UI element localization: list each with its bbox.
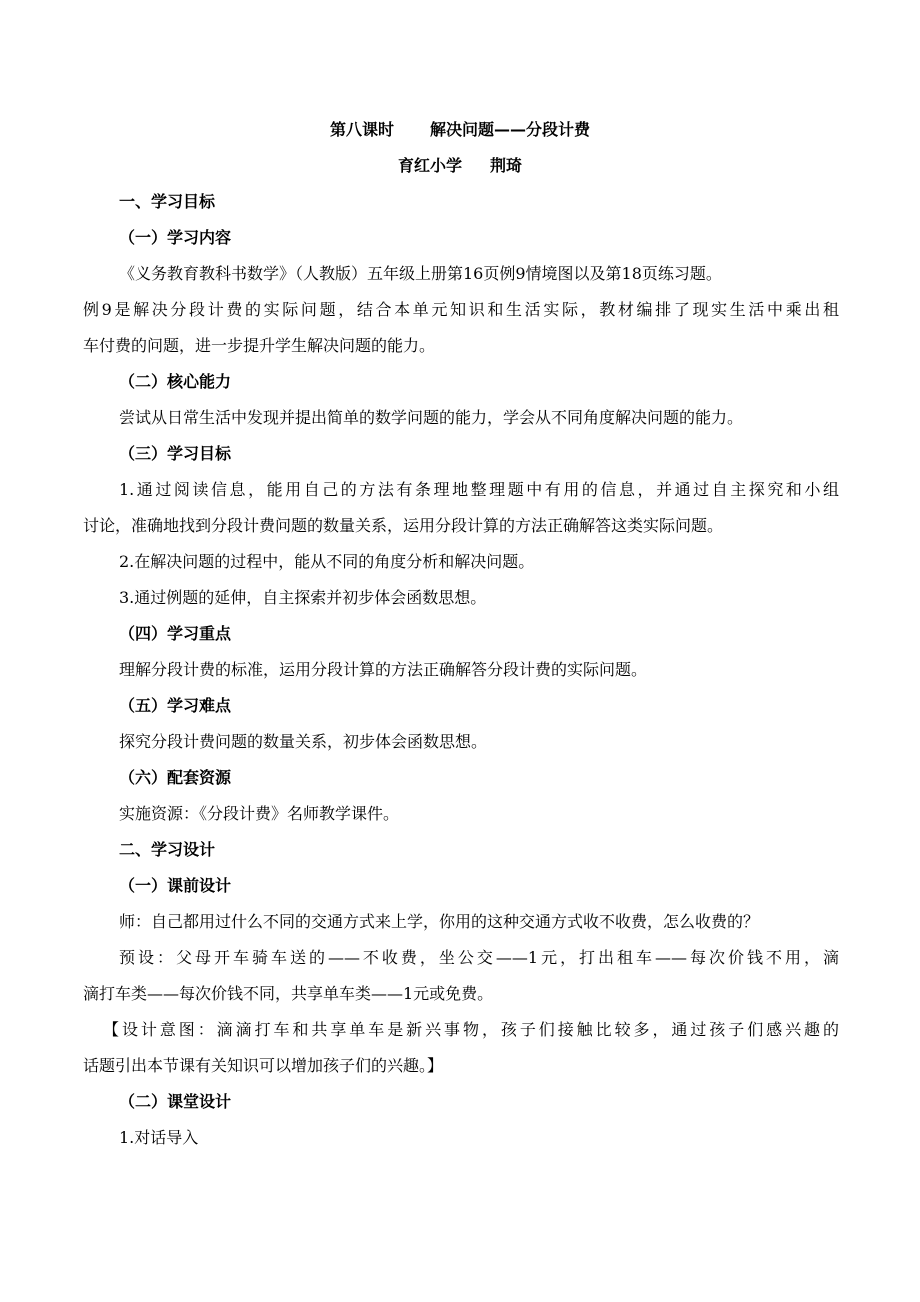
paragraph-content-line-1: 《义务教育教科书数学》（人教版）五年级上册第16页例9情境图以及第18页练习题。 — [119, 264, 722, 283]
lesson-topic: 解决问题——分段计费 — [430, 120, 591, 139]
paragraph-difficulties-line-1: 探究分段计费问题的数量关系，初步体会函数思想。 — [119, 732, 488, 751]
paragraph-objectives-line-3: 2.在解决问题的过程中，能从不同的角度分析和解决问题。 — [119, 552, 535, 571]
author-school: 育红小学 — [397, 156, 462, 175]
paragraph-objectives-line-2: 讨论，准确地找到分段计费问题的数量关系，运用分段计算的方法正确解答这类实际问题。 — [83, 516, 724, 535]
subsection-heading-content: （一）学习内容 — [119, 228, 232, 247]
subsection-heading-key-points: （四）学习重点 — [119, 624, 232, 643]
subsection-heading-difficulties: （五）学习难点 — [119, 696, 232, 715]
section-heading-2: 二、学习设计 — [119, 840, 216, 859]
paragraph-classroom-line-1: 1.对话导入 — [119, 1128, 199, 1147]
paragraph-resources-line-1: 实施资源：《分段计费》名师教学课件。 — [119, 804, 400, 823]
lesson-number: 第八课时 — [329, 120, 394, 139]
paragraph-content-line-3: 车付费的问题，进一步提升学生解决问题的能力。 — [83, 336, 436, 355]
paragraph-pre-class-line-4: 【设计意图：滴滴打车和共享单车是新兴事物，孩子们接触比较多，通过孩子们感兴趣的 — [103, 1020, 839, 1039]
subsection-heading-pre-class: （一）课前设计 — [119, 876, 232, 895]
paragraph-key-points-line-1: 理解分段计费的标准，运用分段计算的方法正确解答分段计费的实际问题。 — [119, 660, 648, 679]
lesson-title — [0, 120, 920, 140]
subsection-heading-resources: （六）配套资源 — [119, 768, 232, 787]
paragraph-objectives-line-1: 1.通过阅读信息，能用自己的方法有条理地整理题中有用的信息，并通过自主探究和小组 — [119, 480, 839, 499]
subsection-heading-objectives: （三）学习目标 — [119, 444, 232, 463]
subsection-heading-ability: （二）核心能力 — [119, 372, 232, 391]
paragraph-pre-class-line-1: 师：自己都用过什么不同的交通方式来上学，你用的这种交通方式收不收费，怎么收费的？ — [119, 912, 760, 931]
subsection-heading-classroom: （二）课堂设计 — [119, 1092, 232, 1111]
paragraph-pre-class-line-2: 预设：父母开车骑车送的——不收费，坐公交——1元，打出租车——每次价钱不用，滴 — [119, 948, 839, 967]
paragraph-objectives-line-4: 3.通过例题的延伸，自主探索并初步体会函数思想。 — [119, 588, 487, 607]
author-line — [0, 156, 920, 176]
section-heading-1: 一、学习目标 — [119, 192, 216, 211]
author-name: 荆琦 — [490, 156, 523, 175]
paragraph-content-line-2: 例9是解决分段计费的实际问题，结合本单元知识和生活实际，教材编排了现实生活中乘出租 — [83, 300, 839, 319]
paragraph-pre-class-line-5: 话题引出本节课有关知识可以增加孩子们的兴趣。】 — [83, 1056, 444, 1075]
paragraph-pre-class-line-3: 滴打车类——每次价钱不同，共享单车类——1元或免费。 — [83, 984, 494, 1003]
paragraph-ability-line-1: 尝试从日常生活中发现并提出简单的数学问题的能力，学会从不同角度解决问题的能力。 — [119, 408, 744, 427]
